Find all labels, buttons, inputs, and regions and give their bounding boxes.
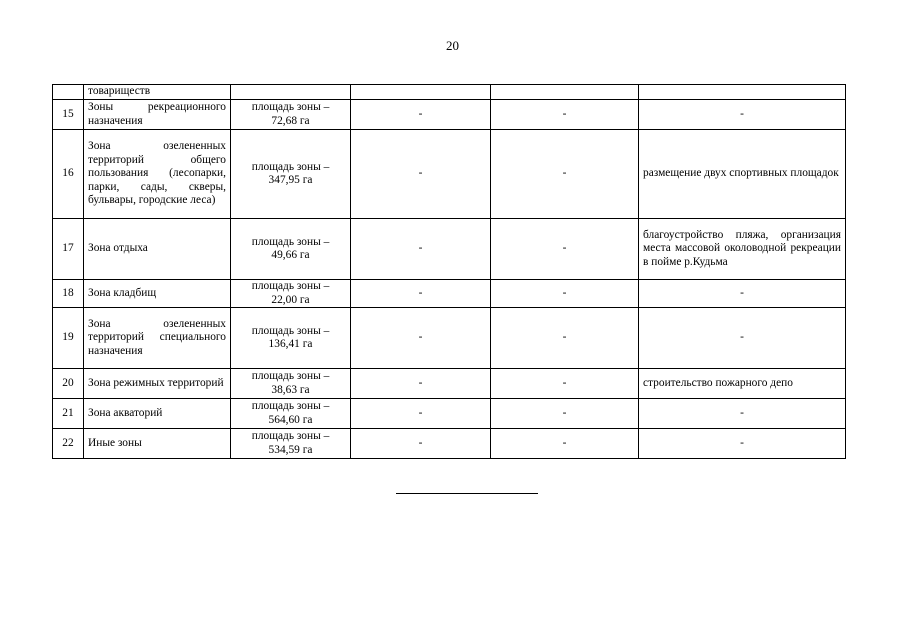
- dash-cell: -: [351, 219, 491, 280]
- dash-cell: -: [491, 308, 639, 369]
- row-number-cell: 17: [53, 219, 84, 280]
- area-value: 22,00 га: [271, 293, 310, 306]
- table-row: [53, 369, 846, 399]
- note-cell: -: [639, 308, 846, 369]
- row-number-cell: 20: [53, 369, 84, 399]
- note-cell: -: [639, 429, 846, 459]
- table-row: [53, 219, 846, 280]
- empty-cell: [231, 85, 351, 100]
- area-label: площадь зоны –: [251, 235, 330, 248]
- area-value: 136,41 га: [268, 338, 313, 350]
- dash-cell: -: [351, 399, 491, 429]
- dash-cell: -: [491, 429, 639, 459]
- area-value: 534,59 га: [268, 443, 313, 456]
- area-label: площадь зоны –: [251, 101, 330, 113]
- table-row: [53, 130, 846, 219]
- area-label: площадь зоны –: [251, 324, 330, 337]
- empty-cell: [639, 85, 846, 100]
- empty-cell: [491, 85, 639, 100]
- dash-cell: -: [491, 369, 639, 399]
- table-row: [53, 399, 846, 429]
- zone-area-cell: [231, 219, 351, 280]
- area-label: площадь зоны –: [251, 160, 330, 173]
- note-cell: -: [639, 280, 846, 308]
- table-row: [53, 85, 846, 100]
- row-number-cell: 22: [53, 429, 84, 459]
- zone-name-cell: Зона режимных территорий: [84, 369, 231, 399]
- dash-cell: -: [491, 130, 639, 219]
- zones-table: [52, 84, 846, 459]
- area-label: площадь зоны –: [251, 430, 330, 442]
- dash-cell: -: [491, 280, 639, 308]
- area-value: 72,68 га: [271, 114, 310, 127]
- table-row: [53, 100, 846, 130]
- footer-separator-line: [396, 493, 538, 494]
- zone-area-cell: [231, 100, 351, 130]
- row-number-cell: 18: [53, 280, 84, 308]
- row-number-cell: [53, 85, 84, 100]
- zone-area-cell: [231, 280, 351, 308]
- zone-area-cell: [231, 399, 351, 429]
- area-label: площадь зоны –: [251, 370, 330, 382]
- zone-area-cell: [231, 130, 351, 219]
- table-row: [53, 308, 846, 369]
- note-cell: размещение двух спортивных площадок: [639, 130, 846, 219]
- row-number-cell: 19: [53, 308, 84, 369]
- empty-cell: [351, 85, 491, 100]
- zone-area-cell: [231, 369, 351, 399]
- note-cell: благоустройство пляжа, организация места массовой околоводной рекреации в пойме р.Кудьма: [639, 219, 846, 280]
- area-value: 38,63 га: [271, 383, 310, 396]
- dash-cell: -: [491, 399, 639, 429]
- zone-name-cell: Зона кладбищ: [84, 280, 231, 308]
- page-number: 20: [446, 38, 459, 53]
- zone-name-cell: Зона озелененных территорий общего пользования (лесопарки, парки, сады, скверы, бульвары, городские леса): [84, 130, 231, 219]
- area-label: площадь зоны –: [251, 280, 330, 292]
- zone-area-cell: [231, 429, 351, 459]
- dash-cell: -: [351, 130, 491, 219]
- dash-cell: -: [351, 429, 491, 459]
- dash-cell: -: [491, 219, 639, 280]
- note-cell: строительство пожарного депо: [639, 369, 846, 399]
- zone-name-cell: Зона отдыха: [84, 219, 231, 280]
- dash-cell: -: [351, 280, 491, 308]
- zone-name-cell: Иные зоны: [84, 429, 231, 459]
- table-row: [53, 280, 846, 308]
- row-number-cell: 21: [53, 399, 84, 429]
- area-value: 564,60 га: [268, 413, 313, 426]
- zone-name-cell: Зона акваторий: [84, 399, 231, 429]
- row-number-cell: 16: [53, 130, 84, 219]
- zone-name-cell: товариществ: [84, 85, 231, 100]
- row-number-cell: 15: [53, 100, 84, 130]
- note-cell: -: [639, 399, 846, 429]
- note-cell: -: [639, 100, 846, 130]
- zone-name-cell: Зоны рекреационного назначения: [84, 100, 231, 130]
- zone-name-cell: Зона озелененных территорий специального назначения: [84, 308, 231, 369]
- area-value: 347,95 га: [268, 174, 313, 186]
- dash-cell: -: [491, 100, 639, 130]
- dash-cell: -: [351, 100, 491, 130]
- zone-area-cell: [231, 308, 351, 369]
- area-value: 49,66 га: [271, 249, 310, 261]
- table-row: [53, 429, 846, 459]
- dash-cell: -: [351, 369, 491, 399]
- area-label: площадь зоны –: [251, 400, 330, 412]
- dash-cell: -: [351, 308, 491, 369]
